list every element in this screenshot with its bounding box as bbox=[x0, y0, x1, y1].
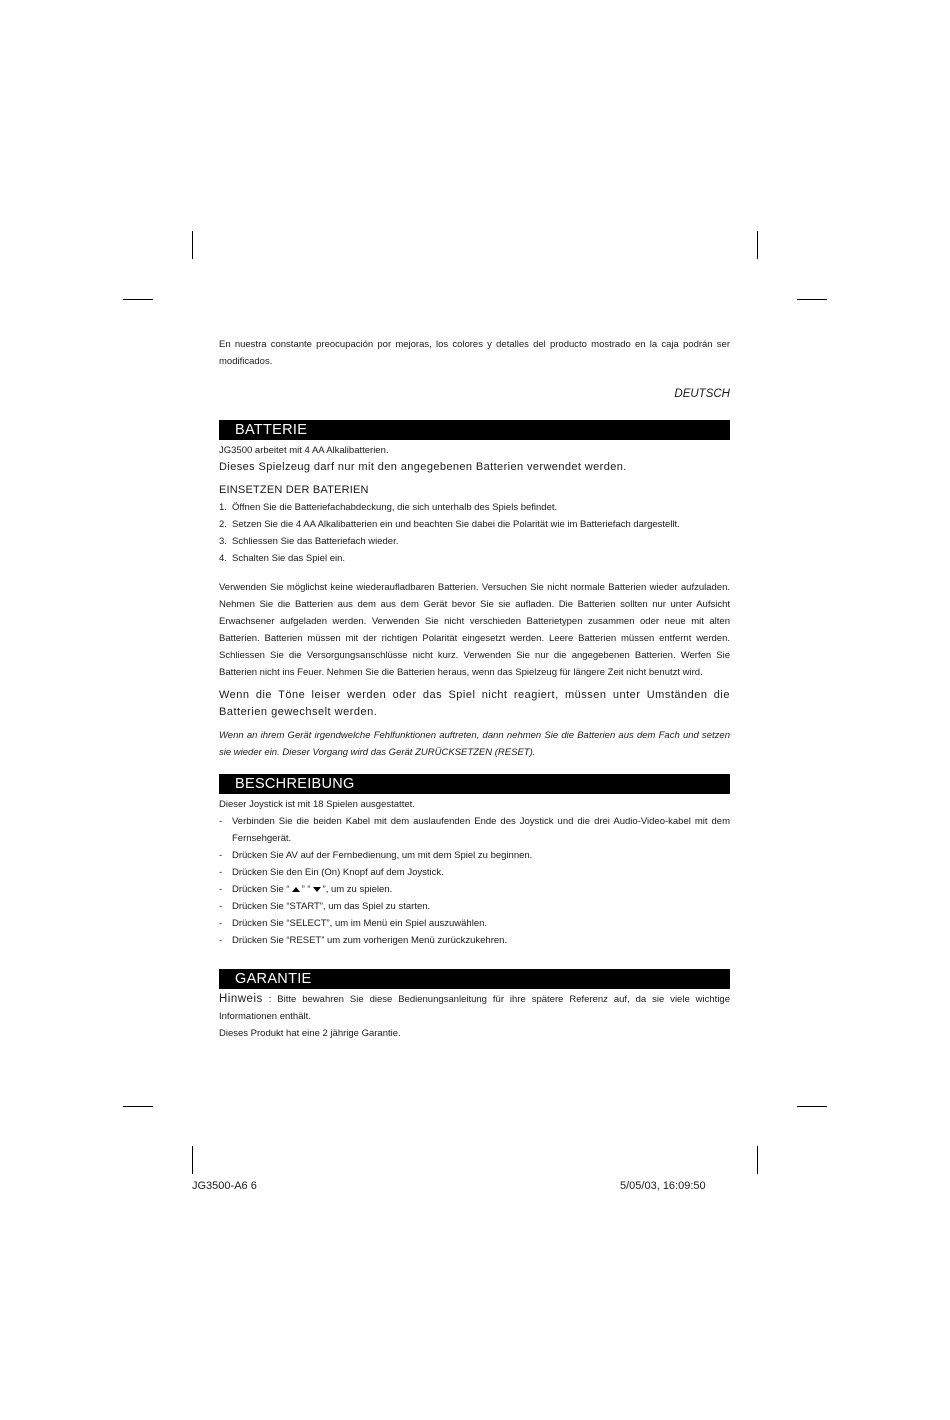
list-item: - Drücken Sie “START”, um das Spiel zu starten. bbox=[219, 901, 431, 912]
list-item: - Drücken Sie den Ein (On) Knopf auf dem Joystick. bbox=[219, 867, 444, 878]
list-item: 3. Schliessen Sie das Batteriefach wieder. bbox=[219, 536, 399, 547]
list-item: - Drücken Sie AV auf der Fernbedienung, um mit dem Spiel zu beginnen. bbox=[219, 850, 533, 861]
intro-text: En nuestra constante preocupación por mejoras, los colores y detalles del producto mostrado en la caja podrán ser modificados. bbox=[219, 339, 730, 367]
crop-mark bbox=[757, 231, 758, 259]
footer-right: 5/05/03, 16:09:50 bbox=[620, 1180, 706, 1192]
warranty-hint: Hinweis : Bitte bewahren Sie diese Bedienungsanleitung für ihre spätere Referenz auf, da sie viele wichtige Informationen enthält. bbox=[219, 993, 730, 1022]
list-item: - Drücken Sie “SELECT”, um im Menü ein Spiel auszuwählen. bbox=[219, 918, 488, 929]
footer-left: JG3500-A6 6 bbox=[192, 1180, 257, 1192]
crop-mark bbox=[123, 1106, 153, 1107]
reset-note: Wenn an ihrem Gerät irgendwelche Fehlfunktionen auftreten, dann nehmen Sie die Batterien aus dem Fach und setzen sie wieder ein. Dieser Vorgang wird das Gerät ZURÜCKSETZEN (RESET). bbox=[219, 730, 730, 758]
list-item: 1. Öffnen Sie die Batteriefachabdeckung, die sich unterhalb des Spiels befindet. bbox=[219, 502, 558, 513]
crop-mark bbox=[797, 1106, 827, 1107]
crop-mark bbox=[123, 299, 153, 300]
crop-mark bbox=[757, 1146, 758, 1174]
section-heading-battery: BATTERIE bbox=[219, 420, 730, 440]
arrow-down-icon bbox=[313, 887, 321, 892]
battery-line1: JG3500 arbeitet mit 4 AA Alkalibatterien. bbox=[219, 445, 389, 456]
page-content bbox=[219, 336, 730, 1042]
hint-label: Hinweis bbox=[219, 993, 263, 1005]
list-item: 4. Schalten Sie das Spiel ein. bbox=[219, 553, 346, 564]
list-item: - Drücken Sie “RESET” um zum vorherigen Menü zurückzukehren. bbox=[219, 935, 508, 946]
warranty-line: Dieses Produkt hat eine 2 jährige Garantie. bbox=[219, 1028, 401, 1039]
section-heading-description: BESCHREIBUNG bbox=[219, 774, 730, 794]
list-item: - Drücken Sie “ ” “ ”, um zu spielen. bbox=[219, 884, 393, 895]
battery-line2: Dieses Spielzeug darf nur mit den angegebenen Batterien verwendet werden. bbox=[219, 461, 627, 473]
list-item: - Verbinden Sie die beiden Kabel mit dem auslaufenden Ende des Joystick und die drei Audio-Video-kabel mit dem Fernsehgerät. bbox=[219, 816, 730, 844]
battery-steps bbox=[219, 499, 730, 567]
crop-mark bbox=[797, 299, 827, 300]
list-item: 2. Setzen Sie die 4 AA Alkalibatterien ein und beachten Sie dabei die Polarität wie im Batteriefach dargestellt. bbox=[219, 519, 680, 530]
description-list bbox=[219, 813, 730, 949]
battery-warning: Verwenden Sie möglichst keine wiederaufladbaren Batterien. Versuchen Sie nicht normale Batterien wieder aufzuladen. Nehmen Sie die Batterien aus dem aus dem Gerät bevor Sie sie aufladen. Die Batterien sollten nur unter Aufsicht Erwachsener aufgeladen werden. Verwenden Sie nicht verschieden Batterietypen zusammen oder neue mit alten Batterien. Batterien müssen mit der richtigen Polarität eingesetzt werden. Leere Batterien müssen entfernt werden. Schliessen Sie die Versorgungsanschlüsse nicht kurz. Verwenden Sie nur die angegebenen Batterien. Werfen Sie Batterien nicht ins Feuer. Nehmen Sie die Batterien heraus, wenn das Spielzeug für längere Zeit nicht benutzt wird. bbox=[219, 582, 730, 678]
description-intro: Dieser Joystick ist mit 18 Spielen ausgestattet. bbox=[219, 799, 415, 810]
crop-mark bbox=[192, 1146, 193, 1174]
tone-note: Wenn die Töne leiser werden oder das Spiel nicht reagiert, müssen unter Umständen die Batterien gewechselt werden. bbox=[219, 689, 730, 718]
section-heading-warranty: GARANTIE bbox=[219, 969, 730, 989]
sub-heading-insert: EINSETZEN DER BATERIEN bbox=[219, 484, 369, 496]
language-label: DEUTSCH bbox=[674, 388, 730, 400]
arrow-up-icon bbox=[292, 887, 300, 892]
crop-mark bbox=[192, 231, 193, 259]
